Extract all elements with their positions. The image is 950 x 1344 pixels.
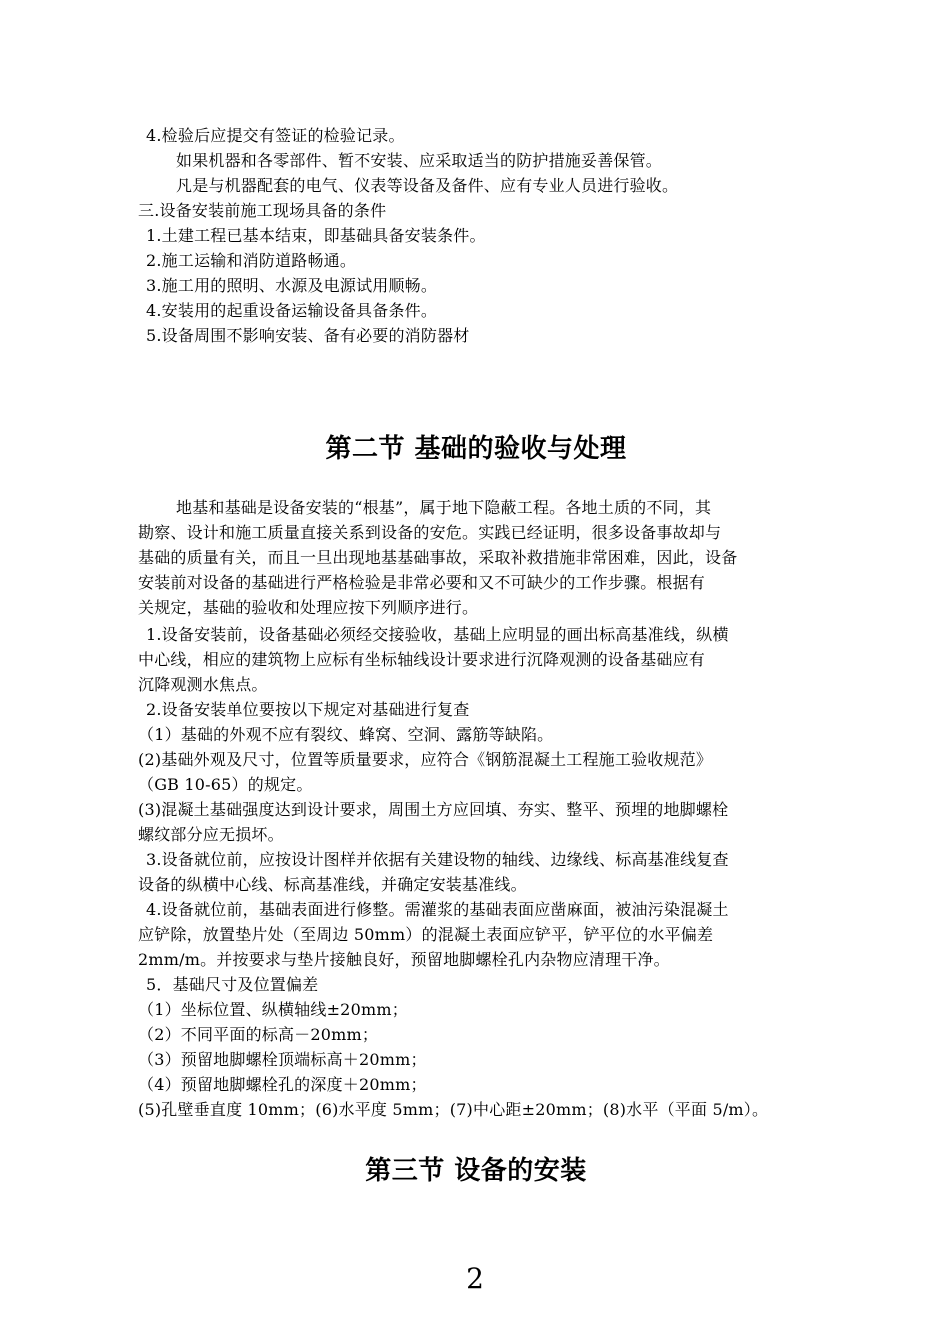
text-line: 三.设备安装前施工现场具备的条件 [138, 201, 387, 220]
text-line: （1）基础的外观不应有裂纹、蜂窝、空洞、露筋等缺陷。 [138, 725, 554, 744]
text-line: 4.设备就位前，基础表面进行修整。需灌浆的基础表面应凿麻面，被油污染混凝土 [146, 900, 729, 919]
text-line: 勘察、设计和施工质量直接关系到设备的安危。实践已经证明，很多设备事故却与 [138, 523, 722, 542]
text-line: 关规定，基础的验收和处理应按下列顺序进行。 [138, 598, 479, 617]
text-line: 3.施工用的照明、水源及电源试用顺畅。 [146, 276, 438, 295]
text-line: (2)基础外观及尺寸，位置等质量要求，应符合《钢筋混凝土工程施工验收规范》 [138, 750, 713, 769]
text-line: 5．基础尺寸及位置偏差 [146, 975, 319, 994]
text-line: 设备的纵横中心线、标高基准线，并确定安装基准线。 [138, 875, 527, 894]
text-line: 地基和基础是设备安装的“根基”，属于地下隐蔽工程。各地土质的不同，其 [176, 498, 712, 517]
text-line: 螺纹部分应无损坏。 [138, 825, 284, 844]
page-number: 2 [466, 1262, 484, 1295]
text-line: 2.设备安装单位要按以下规定对基础进行复查 [146, 700, 470, 719]
text-line: (5)孔壁垂直度 10mm；(6)水平度 5mm；(7)中心距±20mm；(8)水平（平面 5/m）。 [138, 1100, 769, 1119]
text-line: 应铲除，放置垫片处（至周边 50mm）的混凝土表面应铲平，铲平位的水平偏差 [138, 925, 714, 944]
text-line: 中心线，相应的建筑物上应标有坐标轴线设计要求进行沉降观测的设备基础应有 [138, 650, 706, 669]
text-line: 2mm/m。并按要求与垫片接触良好，预留地脚螺栓孔内杂物应清理干净。 [138, 950, 670, 969]
text-line: （4）预留地脚螺栓孔的深度＋20mm； [138, 1075, 427, 1094]
text-line: 如果机器和各零部件、暂不安装、应采取适当的防护措施妥善保管。 [176, 151, 663, 170]
text-line: 1.土建工程已基本结束，即基础具备安装条件。 [146, 226, 486, 245]
text-line: 3.设备就位前，应按设计图样并依据有关建设物的轴线、边缘线、标高基准线复查 [146, 850, 729, 869]
text-line: 4.检验后应提交有签证的检验记录。 [146, 126, 405, 145]
text-line: 安装前对设备的基础进行严格检验是非常必要和又不可缺少的工作步骤。根据有 [138, 573, 706, 592]
text-line: （2）不同平面的标高－20mm； [138, 1025, 379, 1044]
text-line: 2.施工运输和消防道路畅通。 [146, 251, 357, 270]
text-line: 沉降观测水焦点。 [138, 675, 268, 694]
text-line: （1）坐标位置、纵横轴线±20mm； [138, 1000, 408, 1019]
text-line: 4.安装用的起重设备运输设备具备条件。 [146, 301, 438, 320]
text-line: 5.设备周围不影响安装、备有必要的消防器材 [146, 326, 470, 345]
text-line: (3)混凝土基础强度达到设计要求，周围土方应回填、夯实、整平、预埋的地脚螺栓 [138, 800, 729, 819]
text-line: （GB 10-65）的规定。 [138, 775, 313, 794]
text-line: 凡是与机器配套的电气、仪表等设备及备件、应有专业人员进行验收。 [176, 176, 679, 195]
section-heading: 第二节 基础的验收与处理 [325, 434, 627, 464]
section-heading: 第三节 设备的安装 [365, 1156, 587, 1186]
text-line: 1.设备安装前，设备基础必须经交接验收，基础上应明显的画出标高基准线，纵横 [146, 625, 729, 644]
text-line: （3）预留地脚螺栓顶端标高＋20mm； [138, 1050, 427, 1069]
text-line: 基础的质量有关，而且一旦出现地基基础事故，采取补救措施非常困难，因此，设备 [138, 548, 738, 567]
